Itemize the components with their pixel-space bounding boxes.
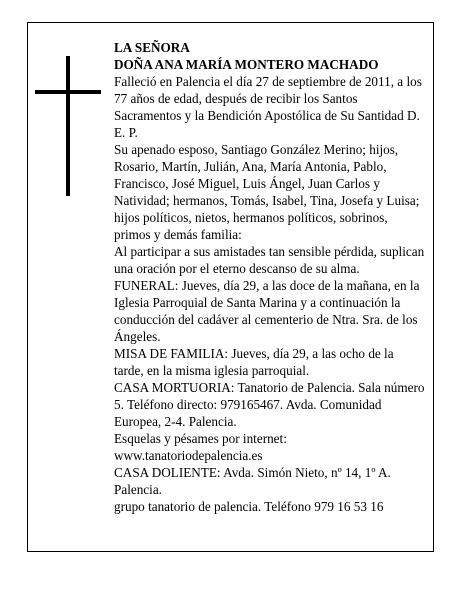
funeral-home-contact: grupo tanatorio de palencia. Teléfono 979 16 53 16 [114,499,384,514]
family-paragraph: Su apenado esposo, Santiago González Merino; hijos, Rosario, Martín, Julián, Ana, María Antonia, Pablo, Francisco, José Miguel, Luis Ángel, Juan Carlos y Natividad; hermanos, Tomás, Isabel, Tina, Josefa y Luisa; hijos políticos, nietos, hermanos políticos, sobrinos, primos y demás familia: [114,142,420,242]
cross-vertical-bar [66,56,70,196]
deceased-name: DOÑA ANA MARÍA MONTERO MACHADO [114,57,379,72]
online-condolences-paragraph: Esquelas y pésames por internet: www.tanatoriodepalencia.es [114,431,287,463]
prayer-request-paragraph: Al participar a sus amistades tan sensible pérdida, suplican una oración por el eterno descanso de su alma. [114,244,425,276]
funeral-paragraph: FUNERAL: Jueves, día 29, a las doce de la mañana, en la Iglesia Parroquial de Santa Marina y a continuación la conducción del cadáver al cementerio de Ntra. Sra. de los Ángeles. [114,278,420,344]
obituary-text [114,39,426,515]
family-mass-paragraph: MISA DE FAMILIA: Jueves, día 29, a las ocho de la tarde, en la misma iglesia parroquial. [114,346,394,378]
latin-cross-icon [35,56,101,196]
obituary-title: LA SEÑORA [114,40,190,55]
cross-horizontal-bar [35,90,101,94]
death-notice-paragraph: Falleció en Palencia el día 27 de septiembre de 2011, a los 77 años de edad, después de recibir los Santos Sacramentos y la Bendición Apostólica de Su Santidad D. E. P. [114,74,422,140]
mortuary-paragraph: CASA MORTUORIA: Tanatorio de Palencia. Sala número 5. Teléfono directo: 979165467. Avda. Comunidad Europea, 2-4. Palencia. [114,380,425,429]
family-home-paragraph: CASA DOLIENTE: Avda. Simón Nieto, nº 14, 1º A. Palencia. [114,465,391,497]
